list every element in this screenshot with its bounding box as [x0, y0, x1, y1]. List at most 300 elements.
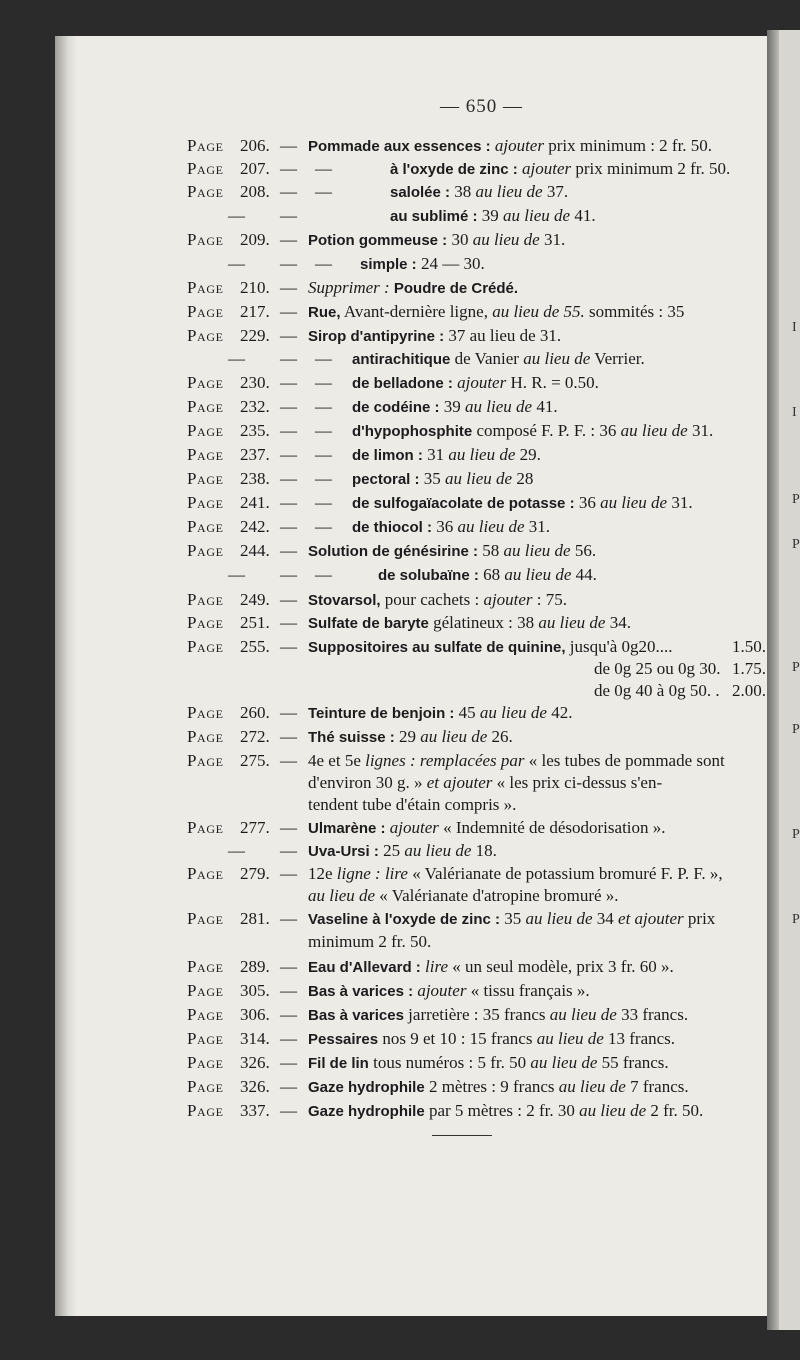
entry-plain-text: composé F. P. F. : 36 [472, 421, 617, 440]
entry-bold-text: Pessaires [308, 1031, 379, 1048]
ditto-dash: — [315, 493, 332, 512]
page-ref-number: 281. [240, 909, 270, 928]
entry-plain-text: 31. [687, 421, 714, 440]
page-label: Page [187, 373, 224, 392]
entry-text [308, 841, 497, 861]
separator-dash: — [280, 751, 297, 770]
ditto-dash: — [315, 445, 332, 464]
entry-plain-text: 4e et 5e [308, 751, 361, 770]
errata-entry [0, 1029, 760, 1051]
entry-plain-text: « les prix ci-dessus s'en- [492, 773, 663, 792]
separator-dash: — [280, 302, 297, 321]
errata-entry [0, 841, 760, 863]
entry-text [308, 795, 516, 815]
errata-entry [0, 957, 760, 979]
entry-plain-text: 44. [571, 565, 597, 584]
separator-dash: — [280, 373, 297, 392]
facing-page-letter: P [792, 660, 800, 675]
entry-bold-text: Gaze hydrophile [308, 1103, 425, 1120]
page-label: Page [187, 302, 224, 321]
entry-plain-text: 58 [478, 541, 500, 560]
entry-plain-text: 28 [512, 469, 534, 488]
separator-dash: — [280, 818, 297, 837]
errata-entry [0, 326, 760, 348]
separator-dash: — [280, 613, 297, 632]
entry-italic-text: au lieu de [468, 230, 540, 249]
entry-italic-text: au lieu de [440, 469, 513, 488]
entry-plain-text: 2 fr. 50. [646, 1101, 704, 1120]
separator-dash: — [280, 254, 297, 273]
page-label: Page [187, 326, 224, 345]
entry-plain-text: nos 9 et 10 : 15 francs [378, 1029, 533, 1048]
errata-entry [0, 681, 766, 703]
entry-plain-text: « Valérianate de potassium bromuré F. P. F. », [407, 864, 723, 883]
entry-plain-text: prix minimum 2 fr. 50. [571, 159, 731, 178]
entry-italic-text: au lieu de [574, 1101, 647, 1120]
page-label: Page [187, 182, 224, 201]
entry-bold-text: à l'oxyde de zinc : [390, 161, 518, 178]
separator-dash: — [280, 1077, 297, 1096]
entry-plain-text: 39 [477, 206, 499, 225]
page-ref-number: 229. [240, 326, 270, 345]
page-label: Page [187, 909, 224, 928]
facing-page-letter: P [792, 827, 800, 842]
entry-plain-text: tous numéros : 5 fr. 50 [368, 1053, 527, 1072]
entry-text [352, 493, 693, 513]
entry-plain-text: 38 [450, 182, 472, 201]
entry-plain-text: 26. [487, 727, 513, 746]
errata-entry [0, 373, 760, 395]
entry-plain-text: 7 francs. [625, 1077, 689, 1096]
entry-plain-text: : 75. [532, 590, 568, 609]
entry-plain-text: « Indemnité de désodorisation ». [438, 818, 666, 837]
entry-plain-text: H. R. = 0.50. [506, 373, 599, 392]
entry-bold-text: Poudre de Crédé. [389, 280, 519, 297]
entry-bold-text: de sulfogaïacolate de potasse : [352, 495, 575, 512]
entry-bold-text: de codéine : [352, 399, 440, 416]
facing-page-letter: P [792, 537, 800, 552]
errata-entry [0, 517, 760, 539]
errata-entry [0, 1005, 760, 1027]
errata-entry [0, 349, 760, 371]
separator-dash: — [280, 421, 297, 440]
entry-plain-text: jusqu'à 0g20.... [565, 637, 673, 656]
entry-bold-text: Uva-Ursi : [308, 843, 379, 860]
entry-italic-text: au lieu de [534, 613, 606, 632]
entry-bold-text: Stovarsol, [308, 592, 381, 609]
entry-italic-text: au lieu de [545, 1005, 617, 1024]
page-label: Page [187, 397, 224, 416]
entry-bold-text: Thé suisse : [308, 729, 395, 746]
entry-plain-text: 55 francs. [597, 1053, 669, 1072]
entry-text [308, 302, 684, 322]
separator-dash: — [280, 445, 297, 464]
page-ref-number: 314. [240, 1029, 270, 1048]
page-label: Page [187, 703, 224, 722]
page-ref-number: 326. [240, 1053, 270, 1072]
ditto-dash: — [228, 841, 245, 860]
entry-text [308, 326, 561, 346]
separator-dash: — [280, 565, 297, 584]
entry-plain-text: 41. [570, 206, 596, 225]
facing-page-letter: I [792, 320, 797, 335]
entry-italic-text: au lieu de [460, 397, 533, 416]
page-ref-number: 207. [240, 159, 270, 178]
entry-plain-text: d'environ 30 g. » [308, 773, 423, 792]
entry-italic-text: ajouter [452, 373, 507, 392]
page-ref-number: 289. [240, 957, 270, 976]
entry-text [352, 349, 645, 369]
entry-bold-text: Bas à varices : [308, 983, 414, 1000]
page-label: Page [187, 727, 224, 746]
page-label: Page [187, 864, 224, 883]
page-ref-number: 249. [240, 590, 270, 609]
page-ref-number: 251. [240, 613, 270, 632]
entry-bold-text: d'hypophosphite [352, 423, 473, 440]
ditto-dash: — [315, 349, 332, 368]
ditto-dash: — [315, 159, 332, 178]
separator-dash: — [280, 637, 297, 656]
entry-text [352, 421, 713, 441]
separator-dash: — [280, 349, 297, 368]
entry-bold-text: Solution de génésirine : [308, 543, 479, 560]
entry-italic-text: au lieu de 55. [487, 302, 585, 321]
page-ref-number: 260. [240, 703, 270, 722]
facing-page-letter: I [792, 405, 797, 420]
page-number: — 650 — [440, 96, 523, 117]
entry-plain-text: 24 — 30. [416, 254, 485, 273]
facing-page-edge [767, 30, 800, 1330]
separator-dash: — [280, 278, 297, 297]
entry-italic-text: au lieu de [471, 182, 543, 201]
entry-italic-text: Supprimer : [308, 278, 390, 297]
entry-plain-text: tendent tube d'étain compris ». [308, 795, 517, 814]
entry-text [308, 1101, 703, 1121]
entry-italic-text: au lieu de [532, 1029, 604, 1048]
page-ref-number: 305. [240, 981, 270, 1000]
entry-italic-text: ajouter [479, 590, 533, 609]
entry-text [594, 659, 721, 679]
page-ref-number: 242. [240, 517, 270, 536]
entry-plain-text: « les tubes de pommade sont [524, 751, 725, 770]
page-label: Page [187, 1101, 224, 1120]
facing-page-letter: P [792, 492, 800, 507]
separator-dash: — [280, 1029, 297, 1048]
entry-text [308, 703, 572, 723]
entry-plain-text: 31. [539, 230, 566, 249]
page-label: Page [187, 981, 224, 1000]
page-ref-number: 209. [240, 230, 270, 249]
entry-italic-text: au lieu de [616, 421, 688, 440]
entry-text [352, 397, 558, 417]
entry-text [308, 957, 674, 977]
entry-bold-text: de limon : [352, 447, 423, 464]
entry-italic-text: ajouter [490, 136, 544, 155]
entry-bold-text: de belladone : [352, 375, 453, 392]
errata-entry [0, 795, 760, 817]
entry-plain-text: 68 [478, 565, 501, 584]
errata-entry [0, 909, 760, 931]
entry-text [390, 159, 730, 179]
page-ref-number: 210. [240, 278, 270, 297]
entry-text [308, 1029, 675, 1049]
price-value: 2.00. [732, 681, 766, 700]
entry-italic-text: au lieu de [500, 565, 572, 584]
entry-text [308, 981, 590, 1001]
errata-entry [0, 136, 760, 158]
entry-italic-text: et ajouter [422, 773, 493, 792]
page-ref-number: 275. [240, 751, 270, 770]
ditto-dash: — [315, 565, 332, 584]
entry-plain-text: 29. [515, 445, 541, 464]
page-label: Page [187, 1077, 224, 1096]
entry-plain-text: 31. [667, 493, 693, 512]
entry-bold-text: Suppositoires au sulfate de quinine, [308, 639, 566, 656]
page-ref-number: 235. [240, 421, 270, 440]
page-label: Page [187, 1029, 224, 1048]
separator-dash: — [280, 864, 297, 883]
entry-bold-text: Teinture de benjoin : [308, 705, 455, 722]
entry-bold-text: Gaze hydrophile [308, 1079, 425, 1096]
page-ref-number: 217. [240, 302, 270, 321]
page-ref-number: 208. [240, 182, 270, 201]
entry-plain-text: 56. [570, 541, 597, 560]
page-ref-number: 337. [240, 1101, 270, 1120]
entry-bold-text: Sulfate de baryte [308, 615, 429, 632]
page-label: Page [187, 957, 224, 976]
errata-entry [0, 445, 760, 467]
separator-dash: — [280, 1005, 297, 1024]
entry-text [308, 864, 723, 884]
separator-dash: — [280, 727, 297, 746]
entry-plain-text: 45 [454, 703, 476, 722]
page-label: Page [187, 136, 224, 155]
errata-entry [0, 421, 760, 443]
entry-italic-text: au lieu de [554, 1077, 626, 1096]
page-ref-number: 326. [240, 1077, 270, 1096]
entry-text [308, 909, 715, 929]
entry-text [594, 681, 720, 701]
entry-plain-text: 42. [546, 703, 573, 722]
entry-plain-text: pour cachets : [380, 590, 480, 609]
separator-dash: — [280, 182, 297, 201]
errata-entry [0, 751, 760, 773]
entry-plain-text: 33 francs. [616, 1005, 689, 1024]
errata-entry [0, 886, 760, 908]
entry-plain-text: 29 [394, 727, 416, 746]
errata-entry [0, 493, 760, 515]
entry-bold-text: Eau d'Allevard : [308, 959, 421, 976]
errata-entry [0, 1101, 760, 1123]
page-ref-number: 238. [240, 469, 270, 488]
entry-text [308, 613, 631, 633]
entry-bold-text: au sublimé : [390, 208, 478, 225]
entry-plain-text: 12e [308, 864, 333, 883]
errata-entry [0, 565, 760, 587]
entry-bold-text: pectoral : [352, 471, 420, 488]
errata-entry [0, 613, 760, 635]
page-label: Page [187, 818, 224, 837]
entry-plain-text: 18. [471, 841, 497, 860]
end-rule [432, 1135, 492, 1136]
page-label: Page [187, 1053, 224, 1072]
entry-plain-text: prix [683, 909, 716, 928]
page-label: Page [187, 493, 224, 512]
entry-bold-text: Rue, [308, 304, 341, 321]
entry-bold-text: Vaseline à l'oxyde de zinc : [308, 911, 500, 928]
entry-text [308, 278, 518, 298]
entry-bold-text: Potion gommeuse : [308, 232, 448, 249]
entry-text [308, 818, 666, 838]
separator-dash: — [280, 326, 297, 345]
entry-plain-text: sommités : 35 [584, 302, 685, 321]
entry-plain-text: de Vanier [450, 349, 519, 368]
errata-entry [0, 773, 760, 795]
ditto-dash: — [315, 469, 332, 488]
entry-italic-text: au lieu de [518, 349, 591, 368]
errata-entry [0, 206, 760, 228]
entry-bold-text: Ulmarène : [308, 820, 386, 837]
facing-page-letter: P [792, 722, 800, 737]
errata-entry [0, 637, 766, 659]
errata-entry [0, 541, 760, 563]
entry-bold-text: simple : [360, 256, 417, 273]
entry-text [308, 727, 513, 747]
errata-entry [0, 302, 760, 324]
entry-plain-text: par 5 mètres : 2 fr. 30 [424, 1101, 575, 1120]
entry-bold-text: Sirop d'antipyrine : [308, 328, 445, 345]
ditto-dash: — [228, 349, 245, 368]
entry-text [308, 1005, 688, 1025]
entry-text [308, 637, 673, 657]
entry-plain-text: de 0g 25 ou 0g 30. [594, 659, 721, 678]
errata-entry [0, 864, 760, 886]
entry-italic-text: au lieu de [526, 1053, 598, 1072]
entry-text [308, 136, 712, 156]
separator-dash: — [280, 981, 297, 1000]
page-ref-number: 206. [240, 136, 270, 155]
price-value: 1.50. [732, 637, 766, 656]
entry-plain-text: gélatineux : 38 [428, 613, 535, 632]
entry-text [378, 565, 597, 585]
page-ref-number: 232. [240, 397, 270, 416]
ditto-dash: — [315, 397, 332, 416]
entry-plain-text: 37. [542, 182, 569, 201]
entry-italic-text: au lieu de [444, 445, 516, 464]
errata-entry [0, 397, 760, 419]
ditto-dash: — [315, 517, 332, 536]
page-ref-number: 237. [240, 445, 270, 464]
entry-italic-text: et ajouter [613, 909, 684, 928]
separator-dash: — [280, 136, 297, 155]
ditto-dash: — [315, 373, 332, 392]
errata-entry [0, 818, 760, 840]
entry-text [308, 773, 662, 793]
page-ref-number: 279. [240, 864, 270, 883]
entry-italic-text: au lieu de [415, 727, 488, 746]
entry-plain-text: Verrier. [590, 349, 645, 368]
entry-bold-text: de thiocol : [352, 519, 432, 536]
errata-entry [0, 932, 760, 954]
entry-text [308, 1077, 689, 1097]
separator-dash: — [280, 590, 297, 609]
separator-dash: — [280, 493, 297, 512]
page-ref-number: 255. [240, 637, 270, 656]
errata-entry [0, 159, 760, 181]
entry-bold-text: Pommade aux essences : [308, 138, 491, 155]
entry-text [308, 886, 619, 906]
entry-plain-text: 41. [532, 397, 558, 416]
ditto-dash: — [315, 421, 332, 440]
errata-entry [0, 1077, 760, 1099]
ditto-dash: — [315, 254, 332, 273]
entry-plain-text: minimum 2 fr. 50. [308, 932, 432, 951]
price-value: 1.75. [732, 659, 766, 678]
separator-dash: — [280, 397, 297, 416]
entry-italic-text: au lieu de [308, 886, 376, 905]
separator-dash: — [280, 841, 297, 860]
entry-plain-text: « tissu français ». [466, 981, 590, 1000]
entry-plain-text: Avant-dernière ligne, [340, 302, 488, 321]
errata-entry [0, 590, 760, 612]
page-label: Page [187, 278, 224, 297]
entry-bold-text: antirachitique [352, 351, 451, 368]
separator-dash: — [280, 703, 297, 722]
page-ref-number: 277. [240, 818, 270, 837]
page-label: Page [187, 637, 224, 656]
entry-italic-text: ajouter [413, 981, 467, 1000]
entry-plain-text: 34. [605, 613, 631, 632]
entry-text [352, 373, 599, 393]
entry-text [352, 445, 541, 465]
page-label: Page [187, 445, 224, 464]
entry-italic-text: au lieu de [400, 841, 472, 860]
entry-plain-text: 2 mètres : 9 francs [424, 1077, 555, 1096]
entry-plain-text: 30 [447, 230, 469, 249]
errata-entry [0, 469, 760, 491]
entry-text [308, 1053, 669, 1073]
errata-entry [0, 659, 766, 681]
errata-entry [0, 254, 760, 276]
page-label: Page [187, 590, 224, 609]
page-ref-number: 244. [240, 541, 270, 560]
entry-plain-text: 31. [524, 517, 551, 536]
entry-plain-text: 13 francs. [603, 1029, 676, 1048]
errata-entry [0, 981, 760, 1003]
entry-italic-text: ajouter [517, 159, 572, 178]
entry-italic-text: ajouter [385, 818, 439, 837]
page-ref-number: 241. [240, 493, 270, 512]
page-label: Page [187, 159, 224, 178]
ditto-dash: — [315, 182, 332, 201]
page-label: Page [187, 541, 224, 560]
page-label: Page [187, 230, 224, 249]
entry-plain-text: 25 [378, 841, 401, 860]
errata-entry [0, 230, 760, 252]
entry-text [390, 206, 596, 226]
page-label: Page [187, 421, 224, 440]
entry-text [360, 254, 485, 274]
entry-plain-text: 34 [592, 909, 614, 928]
entry-plain-text: « un seul modèle, prix 3 fr. 60 ». [448, 957, 674, 976]
page-label: Page [187, 517, 224, 536]
entry-plain-text: 39 [439, 397, 461, 416]
entry-italic-text: au lieu de [475, 703, 547, 722]
entry-plain-text: 35 [499, 909, 522, 928]
entry-text [308, 230, 565, 250]
separator-dash: — [280, 517, 297, 536]
entry-plain-text: 35 [419, 469, 441, 488]
